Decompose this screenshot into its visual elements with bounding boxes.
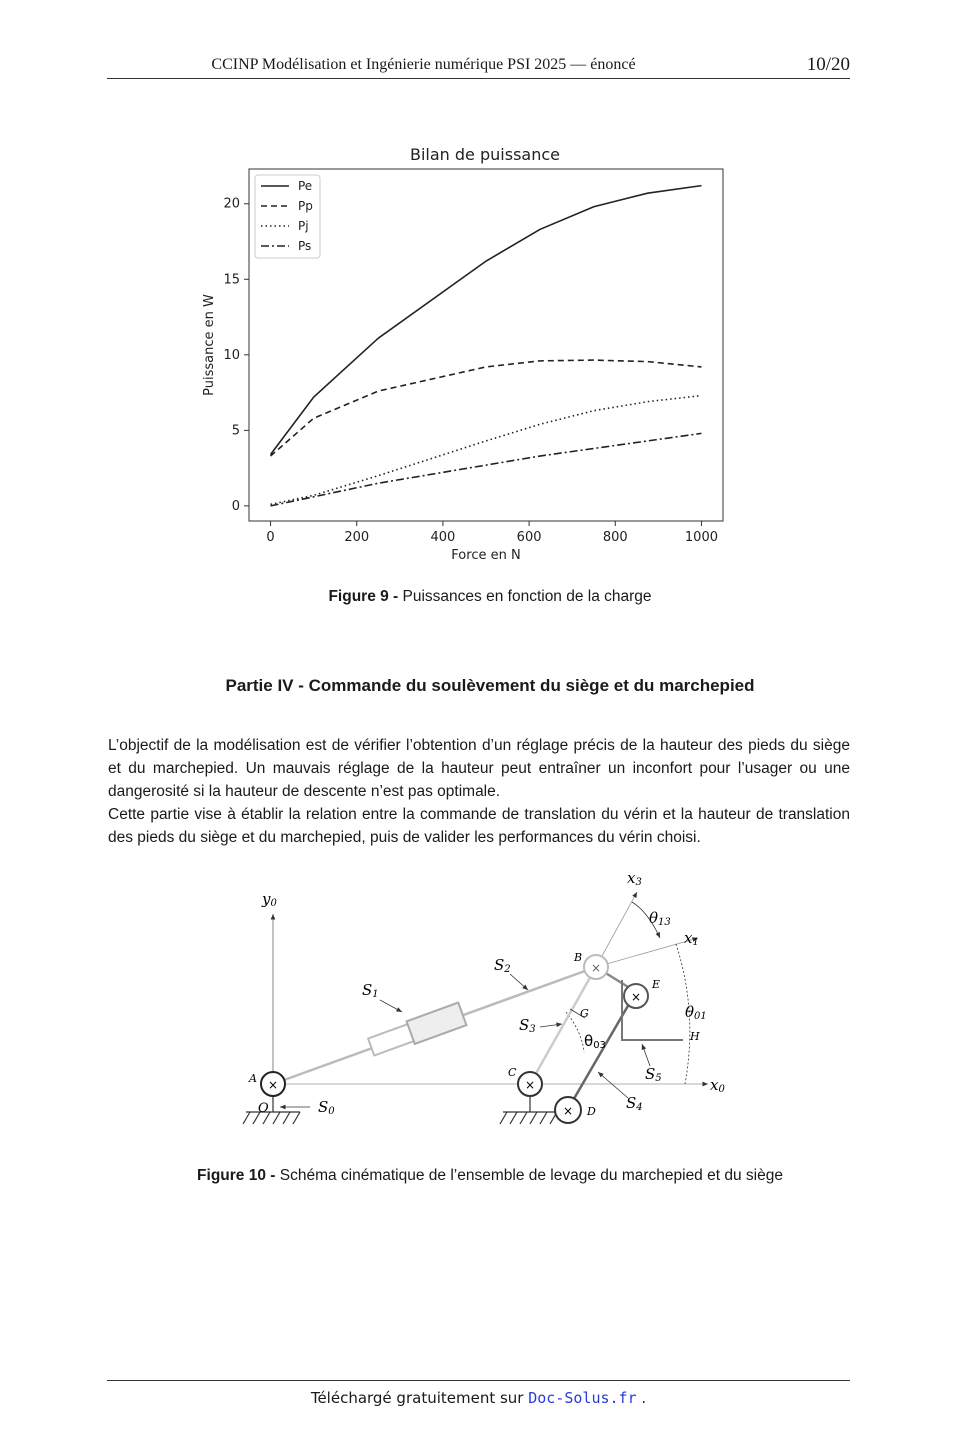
y-axis-label: Puissance en W xyxy=(202,294,217,396)
svg-text:S1: S1 xyxy=(362,981,379,1000)
s3-pointer xyxy=(540,1024,562,1027)
x-axis-label: Force en N xyxy=(451,548,521,563)
y-tick-label-4: 20 xyxy=(223,196,240,212)
s4-pointer xyxy=(598,1072,628,1098)
series-line-ps xyxy=(271,433,702,506)
pivot-d xyxy=(555,1097,581,1123)
label-s2 xyxy=(494,956,511,975)
ground-c xyxy=(500,1097,557,1124)
ground-a xyxy=(243,1097,300,1124)
chart-legend xyxy=(255,175,320,258)
label-h: H xyxy=(690,1030,700,1043)
paragraph-1: L’objectif de la modélisation est de vérifier l’obtention d’un réglage précis de la hauteur des pieds du siège et du marchepied. Un mauvais réglage de la hauteur peut entraîner un inconfort pour l’usager ou une dangerosité si la hauteur de descente n’est pas optimale. xyxy=(108,737,850,800)
label-a: A xyxy=(249,1072,257,1085)
svg-text:θ01: θ01 xyxy=(685,1003,707,1022)
x-tick-label-2: 400 xyxy=(430,530,456,545)
x-tick-label-4: 800 xyxy=(602,530,628,545)
doc-solus-link[interactable]: Doc-Solus.fr xyxy=(528,1389,637,1407)
svg-text:×: × xyxy=(524,1078,536,1092)
label-s4 xyxy=(626,1094,643,1113)
chart-title: Bilan de puissance xyxy=(410,145,560,164)
s3-bar xyxy=(530,967,596,1084)
label-c: C xyxy=(508,1066,517,1079)
label-x0 xyxy=(710,1076,725,1095)
svg-text:S2: S2 xyxy=(494,956,511,975)
svg-text:x3: x3 xyxy=(627,869,642,888)
figure10-caption-text: Schéma cinématique de l’ensemble de levage du marchepied et du siège xyxy=(275,1167,783,1184)
svg-text:S0: S0 xyxy=(318,1098,335,1117)
svg-text:×: × xyxy=(267,1078,279,1092)
figure9-caption-text: Puissances en fonction de la charge xyxy=(398,588,652,605)
y-tick-label-0: 0 xyxy=(231,498,240,514)
svg-text:×: × xyxy=(562,1104,574,1118)
x-tick-label-3: 600 xyxy=(516,530,542,545)
power-balance-chart xyxy=(195,138,735,568)
page-footer xyxy=(107,1380,850,1407)
label-s1 xyxy=(362,981,379,1000)
page-header xyxy=(107,52,850,79)
svg-text:θ03: θ03 xyxy=(584,1032,606,1051)
y-tick-label-2: 10 xyxy=(223,347,240,363)
footer-end: . xyxy=(636,1389,647,1407)
figure10-caption-label: Figure 10 - xyxy=(197,1167,276,1184)
s1-actuator xyxy=(367,1003,466,1059)
y-tick-label-3: 15 xyxy=(223,272,240,288)
label-d: D xyxy=(587,1105,596,1118)
section-title: Partie IV - Commande du soulèvement du siège et du marchepied xyxy=(225,676,755,695)
s5-pointer xyxy=(642,1044,650,1066)
label-s5 xyxy=(645,1065,662,1084)
label-theta03 xyxy=(584,1032,606,1051)
label-s3 xyxy=(519,1016,536,1035)
x-tick-label-1: 200 xyxy=(344,530,370,545)
pivot-e xyxy=(624,984,648,1008)
label-s0 xyxy=(318,1098,335,1117)
label-b: B xyxy=(574,951,583,964)
legend-label-pj: Pj xyxy=(298,219,309,233)
y-tick-label-1: 5 xyxy=(231,423,240,439)
label-e: E xyxy=(652,978,661,991)
label-theta01 xyxy=(685,1003,707,1022)
label-g: G xyxy=(580,1007,589,1020)
svg-text:S3: S3 xyxy=(519,1016,536,1035)
legend-label-ps: Ps xyxy=(298,239,312,253)
figure9-caption-label: Figure 9 - xyxy=(328,588,399,605)
svg-text:x0: x0 xyxy=(710,1076,725,1095)
svg-text:×: × xyxy=(630,990,642,1004)
label-o: O xyxy=(258,1101,269,1116)
pivot-b xyxy=(584,955,608,979)
series-line-pj xyxy=(271,396,702,505)
svg-text:×: × xyxy=(590,961,602,975)
label-y0 xyxy=(261,890,277,909)
kinematic-diagram xyxy=(240,862,750,1132)
legend-label-pe: Pe xyxy=(298,179,313,193)
svg-text:x1: x1 xyxy=(684,929,699,948)
series-line-pe xyxy=(271,186,702,455)
pivot-c xyxy=(518,1072,542,1096)
x-tick-label-0: 0 xyxy=(266,530,275,545)
pivot-a xyxy=(261,1072,285,1096)
label-x1 xyxy=(684,929,699,948)
x1-axis xyxy=(596,938,698,967)
series-lines xyxy=(271,186,702,506)
label-theta13 xyxy=(649,909,671,928)
legend-label-pp: Pp xyxy=(298,199,313,213)
s1-pointer xyxy=(380,1000,402,1012)
header-title: CCINP Modélisation et Ingénierie numérique PSI 2025 — énoncé xyxy=(211,56,636,73)
svg-text:θ13: θ13 xyxy=(649,909,671,928)
x-tick-label-5: 1000 xyxy=(684,530,719,545)
figure9-caption xyxy=(0,588,980,606)
page-number: 10/20 xyxy=(806,54,850,75)
svg-text:S4: S4 xyxy=(626,1094,643,1113)
svg-text:S5: S5 xyxy=(645,1065,662,1084)
svg-text:y0: y0 xyxy=(262,890,277,909)
paragraph-2: Cette partie vise à établir la relation entre la commande de translation du vérin et la hauteur de translation des pieds du siège et du marchepied, puis de valider les performances du vérin choisi. xyxy=(108,806,850,846)
figure10-caption xyxy=(0,1167,980,1185)
s2-pointer xyxy=(510,974,528,990)
footer-text: Téléchargé gratuitement sur xyxy=(310,1389,529,1407)
label-x3 xyxy=(627,869,642,888)
